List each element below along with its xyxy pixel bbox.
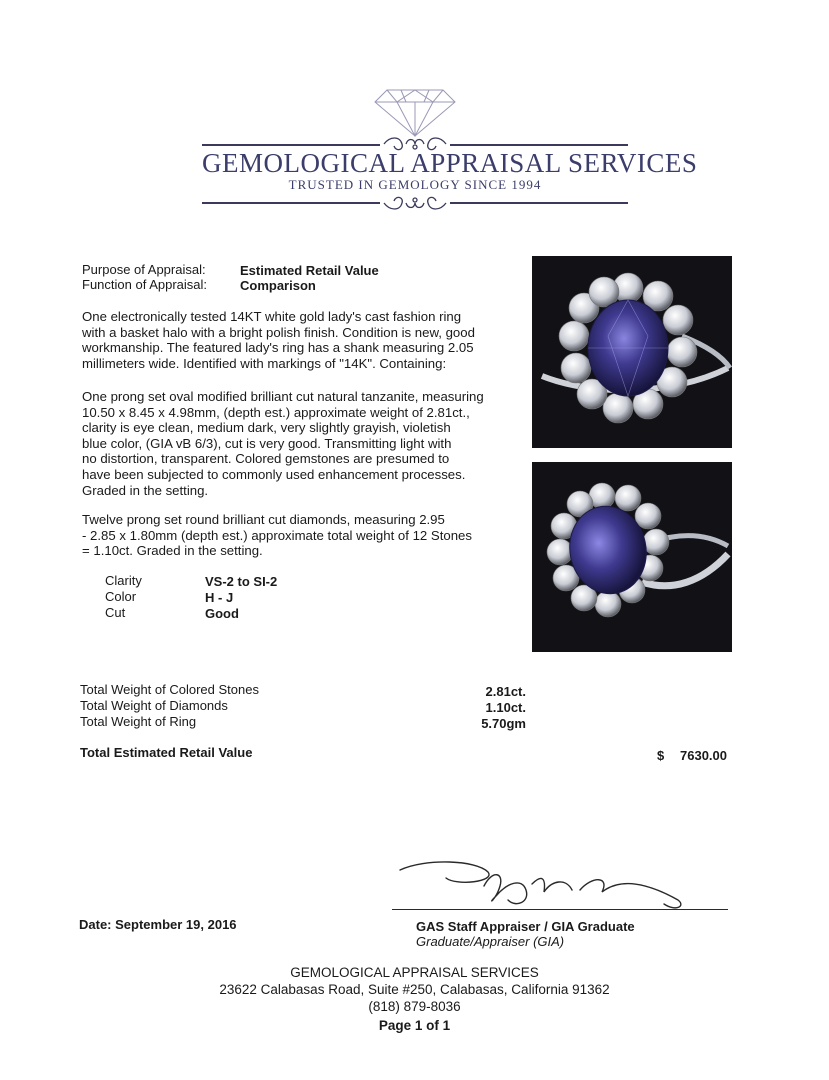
purpose-label: Purpose of Appraisal: [82,262,206,277]
signature-line [392,909,728,910]
company-tagline: TRUSTED IN GEMOLOGY SINCE 1994 [288,177,542,192]
handwritten-signature [396,856,696,916]
description-line: blue color, (GIA vB 6/3), cut is very good. Transmitting light with [82,435,452,451]
ring-photo-side [532,462,732,652]
description-line: Graded in the setting. [82,482,209,498]
footer-phone: (818) 879-8036 [368,999,461,1014]
description-line: One prong set oval modified brilliant cut natural tanzanite, measuring [82,389,484,404]
total-colored-stones-label: Total Weight of Colored Stones [80,682,259,697]
description-line: clarity is eye clean, medium dark, very slightly grayish, violetish [82,420,451,436]
appraiser-subtitle: Graduate/Appraiser (GIA) [416,934,565,949]
diamond-description-paragraph [82,512,502,559]
total-diamonds-value: 1.10ct. [485,700,526,715]
function-value: Comparison [240,278,316,293]
total-ring-weight-label: Total Weight of Ring [80,714,197,729]
description-line: Twelve prong set round brilliant cut diamonds, measuring 2.95 [82,512,445,527]
description-line: = 1.10ct. Graded in the setting. [82,543,263,559]
appraisal-date: Date: September 19, 2016 [79,917,237,932]
grading-label-cut: Cut [105,605,126,620]
footer-company: GEMOLOGICAL APPRAISAL SERVICES [290,965,539,980]
grading-value-color: H - J [205,590,234,605]
description-line: workmanship. The featured lady's ring has a shank measuring 2.05 [82,340,474,356]
ring-description-paragraph [82,309,502,371]
retail-value-amount: 7630.00 [680,748,727,763]
description-line: 10.50 x 8.45 x 4.98mm, (depth est.) approximate weight of 2.81ct., [82,404,470,420]
diamond-logo-icon [373,78,457,138]
retail-value-label: Total Estimated Retail Value [80,745,253,760]
description-line: - 2.85 x 1.80mm (depth est.) approximate total weight of 12 Stones [82,527,472,543]
tanzanite-description-paragraph [82,389,502,498]
function-label: Function of Appraisal: [82,277,208,292]
page-number: Page 1 of 1 [378,1018,451,1033]
description-line: with a basket halo with a bright polish finish. Condition is new, good [82,324,475,340]
grading-label-clarity: Clarity [105,573,142,588]
total-ring-weight-value: 5.70gm [481,716,526,731]
company-title: GEMOLOGICAL APPRAISAL SERVICES [202,148,698,178]
grading-value-clarity: VS-2 to SI-2 [205,574,278,589]
description-line: One electronically tested 14KT white gold lady's cast fashion ring [82,309,462,324]
total-colored-stones-value: 2.81ct. [485,684,526,699]
appraiser-title: GAS Staff Appraiser / GIA Graduate [416,919,635,934]
total-diamonds-label: Total Weight of Diamonds [80,698,228,713]
grading-value-cut: Good [205,606,239,621]
grading-label-color: Color [105,589,137,604]
flourish-bottom-ornament [370,191,460,215]
description-line: no distortion, transparent. Colored gemstones are presumed to [82,451,450,467]
currency-symbol: $ [657,748,665,763]
purpose-value: Estimated Retail Value [240,263,379,278]
description-line: have been subjected to commonly used enhancement processes. [82,466,466,482]
ring-photo-front [532,256,732,448]
footer-address: 23622 Calabasas Road, Suite #250, Calabasas, California 91362 [219,982,610,997]
description-line: millimeters wide. Identified with markings of "14K". Containing: [82,355,447,371]
